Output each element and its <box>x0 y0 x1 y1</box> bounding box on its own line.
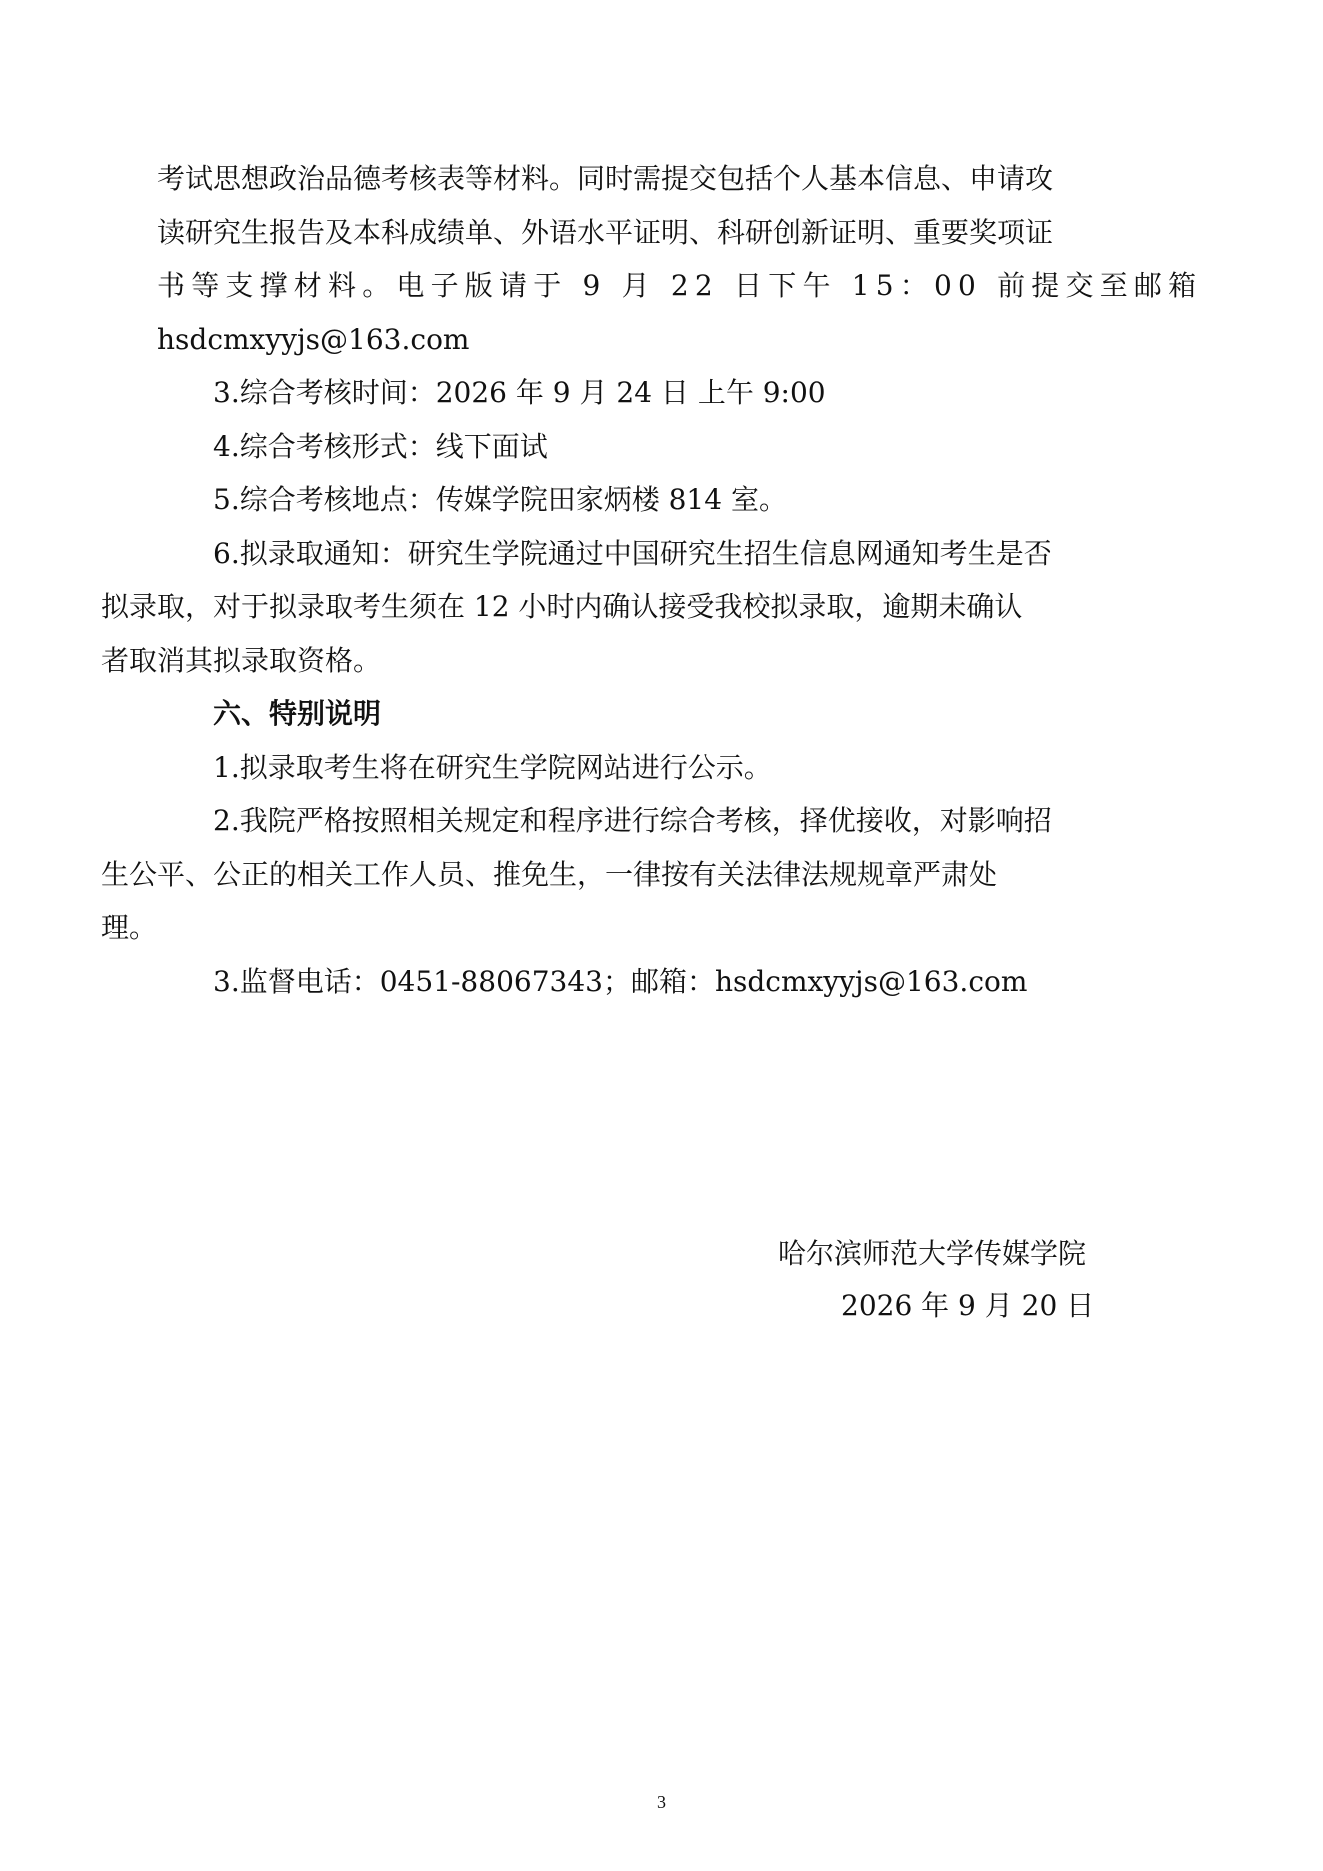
text-line: 理。 <box>101 911 158 944</box>
text-line: 考试思想政治品德考核表等材料。同时需提交包括个人基本信息、申请攻 <box>157 162 1054 195</box>
signature-organization: 哈尔滨师范大学传媒学院 <box>778 1237 1087 1270</box>
section-heading-text: 六、特别说明 <box>213 697 382 730</box>
special-note-3 <box>157 955 1177 1009</box>
text-line: 4.综合考核形式：线下面试 <box>213 429 548 463</box>
item-exam-format <box>157 420 1177 474</box>
signature-date: 2026 年 9 月 20 日 <box>841 1289 1095 1322</box>
text-line: 5.综合考核地点：传媒学院田家炳楼 814 室。 <box>213 483 787 516</box>
text-line: 2.我院严格按照相关规定和程序进行综合考核，择优接收，对影响招 <box>213 804 1052 837</box>
item-exam-time <box>157 366 1177 420</box>
text-line: 读研究生报告及本科成绩单、外语水平证明、科研创新证明、重要奖项证 <box>157 215 1054 249</box>
text-line: 生公平、公正的相关工作人员、推免生，一律按有关法律法规规章严肃处 <box>101 857 998 891</box>
page-number: 3 <box>657 1792 666 1812</box>
special-note-1 <box>157 741 1177 795</box>
section-heading-special-notes <box>157 687 1177 741</box>
text-line: 拟录取，对于拟录取考生须在 12 小时内确认接受我校拟录取，逾期未确认 <box>101 590 1023 623</box>
item-exam-location <box>157 473 1177 527</box>
special-note-2 <box>101 794 1177 955</box>
text-line: 3.监督电话：0451-88067343；邮箱：hsdcmxyyjs@163.com <box>213 964 1028 998</box>
text-line: 者取消其拟录取资格。 <box>101 643 382 677</box>
text-line: 6.拟录取通知：研究生学院通过中国研究生招生信息网通知考生是否 <box>213 536 1052 570</box>
document-body <box>101 152 1203 1008</box>
signature-block <box>660 1228 1120 1332</box>
text-line: 3.综合考核时间：2026 年 9 月 24 日 上午 9:00 <box>213 376 826 409</box>
text-line: 书等支撑材料。电子版请于 9 月 22 日下午 15：00 前提交至邮箱 <box>157 269 1203 302</box>
materials-paragraph <box>157 152 1203 366</box>
item-admission-notice <box>101 527 1177 688</box>
text-line: hsdcmxyyjs@163.com <box>157 322 470 356</box>
text-line: 1.拟录取考生将在研究生学院网站进行公示。 <box>213 750 772 784</box>
